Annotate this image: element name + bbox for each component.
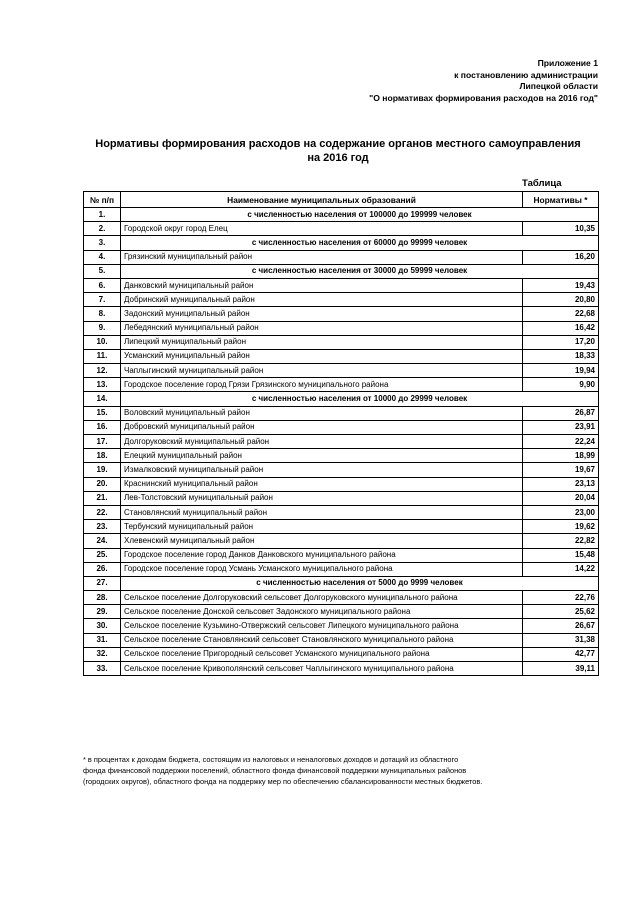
table-row (84, 349, 599, 363)
norm-value: 22,82 (523, 534, 599, 548)
norm-value: 22,68 (523, 307, 599, 321)
municipality-name: Сельское поселение Кузьмино-Отвержский сельсовет Липецкого муниципального района (121, 619, 523, 633)
norm-value: 31,38 (523, 633, 599, 647)
footnote-line: (городских округов), областного фонда на поддержку мер по обеспечению сбалансированности местных бюджетов. (83, 777, 483, 787)
municipality-name: Чаплыгинский муниципальный район (121, 364, 523, 378)
group-heading: с численностью населения от 10000 до 29999 человек (121, 392, 599, 406)
table-row (84, 222, 599, 236)
norm-value: 26,67 (523, 619, 599, 633)
table-label: Таблица (522, 178, 562, 189)
norm-value: 10,35 (523, 222, 599, 236)
row-number: 15. (84, 406, 121, 420)
table-row (84, 307, 599, 321)
table-row (84, 647, 599, 661)
row-number: 9. (84, 321, 121, 335)
norm-value: 19,94 (523, 364, 599, 378)
norm-value: 16,20 (523, 250, 599, 264)
row-number: 6. (84, 278, 121, 292)
municipality-name: Сельское поселение Пригородный сельсовет Усманского муниципального района (121, 647, 523, 661)
row-number: 4. (84, 250, 121, 264)
municipality-name: Долгоруковский муниципальный район (121, 435, 523, 449)
municipality-name: Лебедянский муниципальный район (121, 321, 523, 335)
row-number: 29. (84, 605, 121, 619)
norm-value: 18,33 (523, 349, 599, 363)
municipality-name: Елецкий муниципальный район (121, 449, 523, 463)
municipality-name: Городской округ город Елец (121, 222, 523, 236)
row-number: 28. (84, 591, 121, 605)
table-row (84, 278, 599, 292)
table-row (84, 420, 599, 434)
title-line: Нормативы формирования расходов на содержание органов местного самоуправления (95, 138, 581, 150)
norm-value: 9,90 (523, 378, 599, 392)
table-row (84, 605, 599, 619)
municipality-name: Лев-Толстовский муниципальный район (121, 491, 523, 505)
table-row (84, 321, 599, 335)
municipality-name: Городское поселение город Усмань Усманского муниципального района (121, 562, 523, 576)
row-number: 32. (84, 647, 121, 661)
municipality-name: Данковский муниципальный район (121, 278, 523, 292)
row-number: 10. (84, 335, 121, 349)
row-number: 19. (84, 463, 121, 477)
table-row (84, 435, 599, 449)
table-row (84, 406, 599, 420)
municipality-name: Усманский муниципальный район (121, 349, 523, 363)
appendix-line: "О нормативах формирования расходов на 2016 год" (369, 92, 598, 103)
municipality-name: Задонский муниципальный район (121, 307, 523, 321)
norm-value: 22,76 (523, 591, 599, 605)
municipality-name: Городское поселение город Грязи Грязинского муниципального района (121, 378, 523, 392)
municipality-name: Измалковский муниципальный район (121, 463, 523, 477)
norm-value: 23,00 (523, 505, 599, 519)
municipality-name: Хлевенский муниципальный район (121, 534, 523, 548)
row-number: 25. (84, 548, 121, 562)
norms-table (83, 191, 599, 676)
row-number: 1. (84, 208, 121, 222)
municipality-name: Сельское поселение Становлянский сельсовет Становлянского муниципального района (121, 633, 523, 647)
title-line: на 2016 год (307, 152, 369, 164)
row-number: 11. (84, 349, 121, 363)
norm-value: 17,20 (523, 335, 599, 349)
row-number: 13. (84, 378, 121, 392)
municipality-name: Сельское поселение Кривополянский сельсовет Чаплыгинского муниципального района (121, 662, 523, 676)
row-number: 22. (84, 505, 121, 519)
group-row (84, 392, 599, 406)
row-number: 24. (84, 534, 121, 548)
appendix-line: Приложение 1 (537, 58, 598, 68)
table-row (84, 548, 599, 562)
norm-value: 19,43 (523, 278, 599, 292)
table-row (84, 378, 599, 392)
norm-value: 23,91 (523, 420, 599, 434)
norm-value: 14,22 (523, 562, 599, 576)
municipality-name: Краснинский муниципальный район (121, 477, 523, 491)
norm-value: 16,42 (523, 321, 599, 335)
appendix-block (369, 58, 598, 104)
row-number: 7. (84, 293, 121, 307)
document-title (60, 137, 616, 165)
municipality-name: Липецкий муниципальный район (121, 335, 523, 349)
municipality-name: Тербунский муниципальный район (121, 520, 523, 534)
group-heading: с численностью населения от 60000 до 99999 человек (121, 236, 599, 250)
row-number: 27. (84, 576, 121, 590)
row-number: 30. (84, 619, 121, 633)
table-row (84, 477, 599, 491)
table-row (84, 335, 599, 349)
norm-value: 39,11 (523, 662, 599, 676)
table-row (84, 293, 599, 307)
municipality-name: Добровский муниципальный район (121, 420, 523, 434)
norm-value: 25,62 (523, 605, 599, 619)
row-number: 3. (84, 236, 121, 250)
table-row (84, 250, 599, 264)
municipality-name: Сельское поселение Долгоруковский сельсовет Долгоруковского муниципального района (121, 591, 523, 605)
row-number: 14. (84, 392, 121, 406)
norm-value: 26,87 (523, 406, 599, 420)
norm-value: 42,77 (523, 647, 599, 661)
table-row (84, 364, 599, 378)
appendix-line: Липецкой области (519, 81, 598, 91)
header-number: № п/п (84, 192, 121, 208)
group-row (84, 236, 599, 250)
norm-value: 19,62 (523, 520, 599, 534)
table-row (84, 505, 599, 519)
header-name: Наименование муниципальных образований (121, 192, 523, 208)
footnote (83, 754, 603, 788)
norm-value: 18,99 (523, 449, 599, 463)
table-row (84, 491, 599, 505)
table-header-row (84, 192, 599, 208)
row-number: 26. (84, 562, 121, 576)
group-row (84, 576, 599, 590)
table-row (84, 520, 599, 534)
municipality-name: Городское поселение город Данков Данковского муниципального района (121, 548, 523, 562)
row-number: 21. (84, 491, 121, 505)
row-number: 8. (84, 307, 121, 321)
norm-value: 22,24 (523, 435, 599, 449)
norm-value: 15,48 (523, 548, 599, 562)
municipality-name: Воловский муниципальный район (121, 406, 523, 420)
row-number: 33. (84, 662, 121, 676)
municipality-name: Грязинский муниципальный район (121, 250, 523, 264)
table-row (84, 562, 599, 576)
row-number: 23. (84, 520, 121, 534)
norm-value: 23,13 (523, 477, 599, 491)
row-number: 31. (84, 633, 121, 647)
table-row (84, 463, 599, 477)
row-number: 18. (84, 449, 121, 463)
row-number: 20. (84, 477, 121, 491)
table-row (84, 449, 599, 463)
municipality-name: Сельское поселение Донской сельсовет Задонского муниципального района (121, 605, 523, 619)
row-number: 5. (84, 264, 121, 278)
table-row (84, 619, 599, 633)
norm-value: 19,67 (523, 463, 599, 477)
municipality-name: Становлянский муниципальный район (121, 505, 523, 519)
row-number: 12. (84, 364, 121, 378)
group-row (84, 264, 599, 278)
group-heading: с численностью населения от 5000 до 9999 человек (121, 576, 599, 590)
municipality-name: Добринский муниципальный район (121, 293, 523, 307)
header-norm: Нормативы * (523, 192, 599, 208)
norm-value: 20,04 (523, 491, 599, 505)
table-row (84, 633, 599, 647)
footnote-line: * в процентах к доходам бюджета, состоящим из налоговых и неналоговых доходов и дотаций из областного (83, 755, 459, 764)
table-row (84, 534, 599, 548)
group-heading: с численностью населения от 30000 до 59999 человек (121, 264, 599, 278)
table-row (84, 662, 599, 676)
table-row (84, 591, 599, 605)
group-heading: с численностью населения от 100000 до 199999 человек (121, 208, 599, 222)
row-number: 17. (84, 435, 121, 449)
row-number: 16. (84, 420, 121, 434)
appendix-line: к постановлению администрации (454, 69, 598, 80)
norm-value: 20,80 (523, 293, 599, 307)
row-number: 2. (84, 222, 121, 236)
group-row (84, 208, 599, 222)
footnote-line: фонда финансовой поддержки поселений, областного фонда финансовой поддержки муниципальных районов (83, 766, 467, 776)
